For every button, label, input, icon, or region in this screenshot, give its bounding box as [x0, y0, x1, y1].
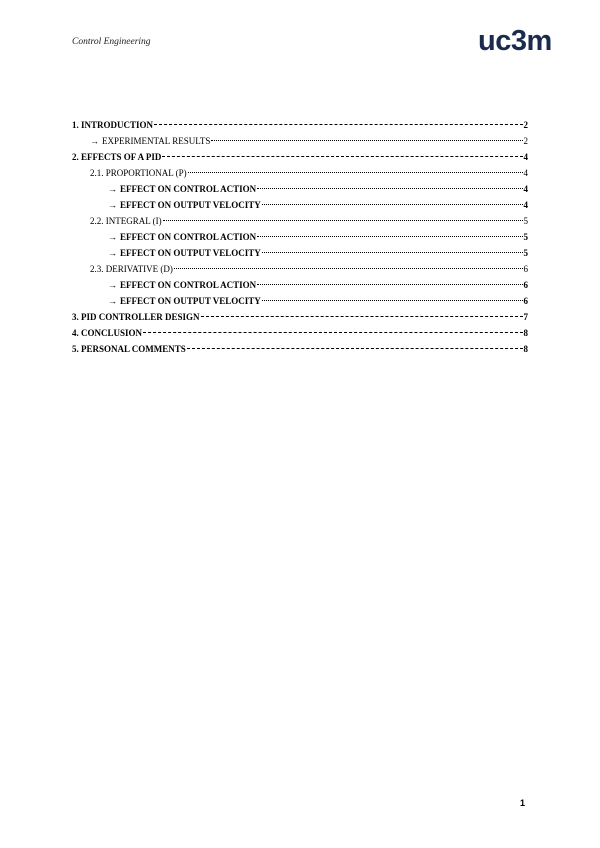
- toc-page-number: 4: [523, 152, 528, 162]
- toc-entry-p-control-action[interactable]: [72, 181, 528, 197]
- table-of-contents: [72, 117, 528, 357]
- toc-entry-label: 1. INTRODUCTION: [72, 120, 154, 130]
- toc-leader: [262, 252, 523, 253]
- toc-entry-i-control-action[interactable]: [72, 229, 528, 245]
- toc-entry-label: 5. PERSONAL COMMENTS: [72, 344, 186, 354]
- arrow-right-icon: →: [108, 184, 117, 194]
- toc-page-number: 2: [523, 120, 528, 130]
- toc-entry-label: EFFECT ON CONTROL ACTION: [120, 184, 257, 194]
- toc-entry-label: EFFECT ON CONTROL ACTION: [120, 280, 257, 290]
- toc-entry-label: EFFECT ON OUTPUT VELOCITY: [120, 296, 261, 306]
- toc-page-number: 4: [523, 200, 528, 210]
- toc-entry-integral[interactable]: [72, 213, 528, 229]
- arrow-right-icon: →: [108, 248, 117, 258]
- toc-entry-label: EFFECT ON OUTPUT VELOCITY: [120, 200, 261, 210]
- toc-page-number: 4: [523, 184, 528, 194]
- toc-page-number: 8: [523, 344, 528, 354]
- toc-leader: [162, 156, 522, 157]
- arrow-right-icon: →: [108, 200, 117, 210]
- toc-leader: [201, 316, 523, 317]
- toc-page-number: 7: [523, 312, 528, 322]
- page-number: 1: [520, 798, 526, 808]
- arrow-right-icon: →: [108, 280, 117, 290]
- toc-leader: [154, 124, 522, 125]
- toc-page-number: 6: [523, 264, 528, 274]
- toc-entry-label: 2.3. DERIVATIVE (D): [90, 264, 173, 274]
- toc-leader: [257, 284, 522, 285]
- toc-entry-label: 3. PID CONTROLLER DESIGN: [72, 312, 200, 322]
- toc-entry-introduction[interactable]: [72, 117, 528, 133]
- toc-entry-label: 4. CONCLUSION: [72, 328, 143, 338]
- arrow-right-icon: →: [108, 296, 117, 306]
- toc-page-number: 6: [523, 280, 528, 290]
- toc-entry-d-output-velocity[interactable]: [72, 293, 528, 309]
- toc-entry-experimental-results[interactable]: [72, 133, 528, 149]
- toc-entry-pid-controller-design[interactable]: [72, 309, 528, 325]
- toc-page-number: 5: [523, 232, 528, 242]
- toc-leader: [187, 348, 523, 349]
- toc-leader: [257, 236, 522, 237]
- uc3m-logo: [478, 24, 568, 58]
- toc-leader: [257, 188, 522, 189]
- toc-page-number: 4: [523, 168, 528, 178]
- toc-leader: [211, 140, 522, 141]
- toc-leader: [174, 268, 523, 269]
- toc-entry-p-output-velocity[interactable]: [72, 197, 528, 213]
- toc-leader: [262, 300, 523, 301]
- toc-entry-label: 2.2. INTEGRAL (I): [90, 216, 162, 226]
- arrow-right-icon: →: [90, 136, 99, 146]
- toc-entry-d-control-action[interactable]: [72, 277, 528, 293]
- toc-page-number: 2: [523, 136, 528, 146]
- logo-wordmark: uc3m: [478, 25, 552, 57]
- toc-page-number: 5: [523, 216, 528, 226]
- toc-entry-label: EFFECT ON CONTROL ACTION: [120, 232, 257, 242]
- toc-entry-derivative[interactable]: [72, 261, 528, 277]
- toc-entry-label: 2. EFFECTS OF A PID: [72, 152, 162, 162]
- toc-leader: [143, 332, 522, 333]
- toc-page-number: 6: [523, 296, 528, 306]
- toc-entry-effects-of-a-pid[interactable]: [72, 149, 528, 165]
- toc-page-number: 5: [523, 248, 528, 258]
- toc-entry-label: EXPERIMENTAL RESULTS: [102, 136, 211, 146]
- toc-entry-personal-comments[interactable]: [72, 341, 528, 357]
- toc-entry-conclusion[interactable]: [72, 325, 528, 341]
- toc-leader: [163, 220, 523, 221]
- arrow-right-icon: →: [108, 232, 117, 242]
- toc-page-number: 8: [523, 328, 528, 338]
- header-document-title: Control Engineering: [72, 37, 151, 47]
- toc-leader: [188, 172, 523, 173]
- toc-entry-i-output-velocity[interactable]: [72, 245, 528, 261]
- toc-entry-label: EFFECT ON OUTPUT VELOCITY: [120, 248, 261, 258]
- toc-entry-label: 2.1. PROPORTIONAL (P): [90, 168, 187, 178]
- toc-entry-proportional[interactable]: [72, 165, 528, 181]
- toc-leader: [262, 204, 523, 205]
